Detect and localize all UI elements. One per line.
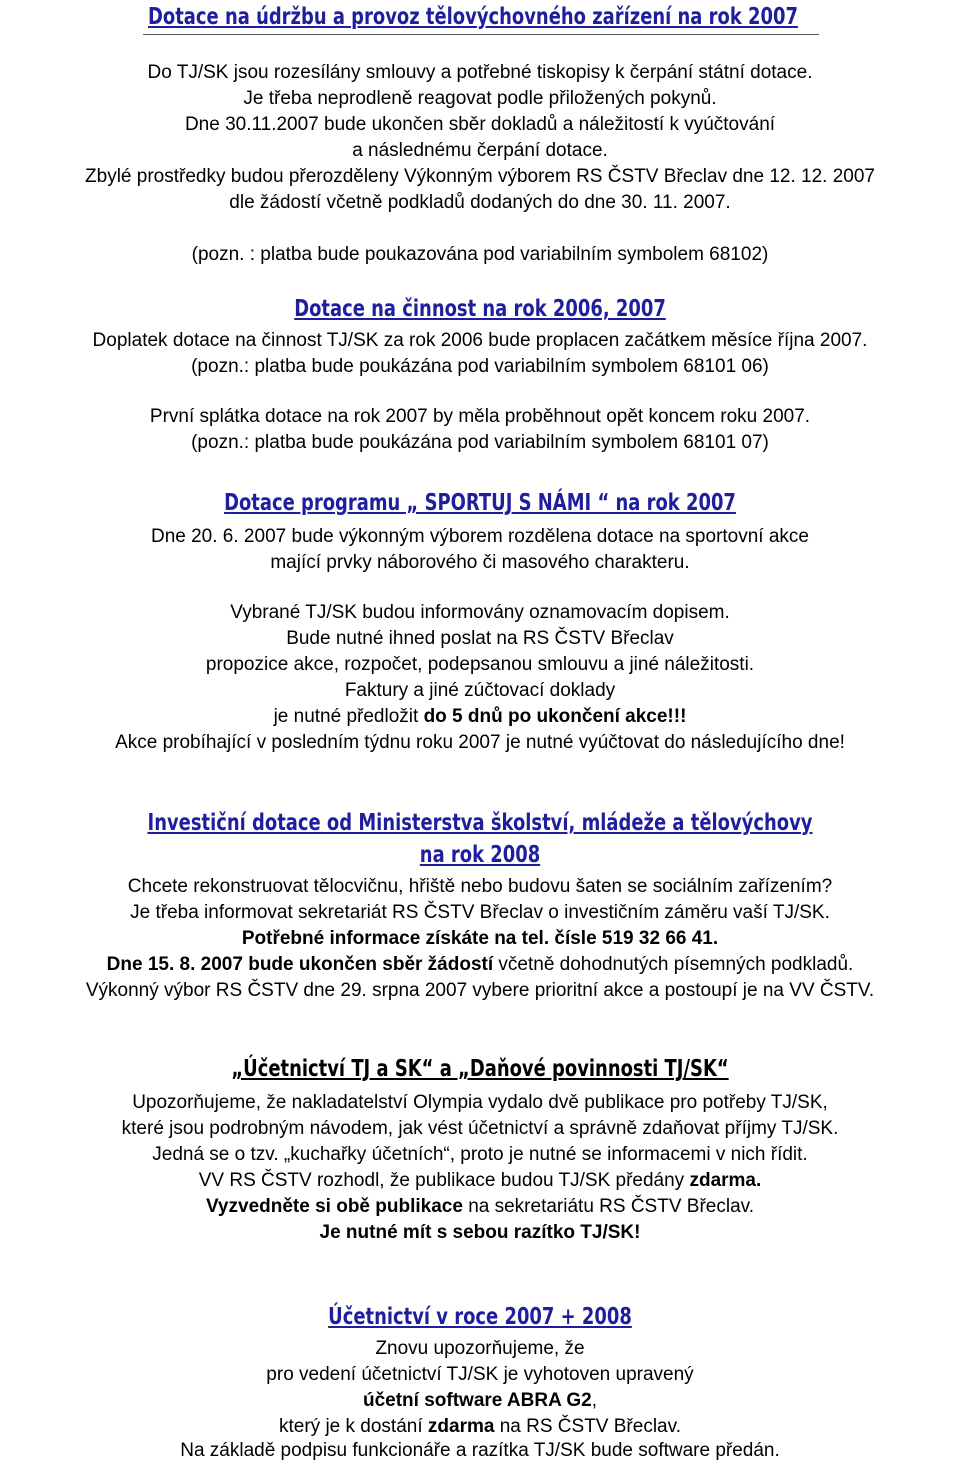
section-1-line: Zbylé prostředky budou přerozděleny Výkonným výborem RS ČSTV Břeclav dne 12. 12. 2007 bbox=[85, 166, 875, 187]
section-3-line: mající prvky náborového či masového charakteru. bbox=[270, 552, 690, 573]
section-1-line: a následnému čerpání dotace. bbox=[352, 140, 608, 161]
deadline-emphasis: do 5 dnů po ukončení akce!!! bbox=[423, 706, 687, 727]
line-emphasis: zdarma. bbox=[689, 1170, 762, 1191]
section-3-line: Akce probíhající v posledním týdnu roku 2007 je nutné vyúčtovat do následujícího dne! bbox=[115, 732, 845, 753]
deadline-emphasis: Dne 15. 8. 2007 bude ukončen sběr žádostí bbox=[106, 954, 494, 975]
line-emphasis: Vyzvedněte si obě publikace bbox=[205, 1196, 463, 1217]
section-4-title: Investiční dotace od Ministerstva školství, mládeže a tělovýchovy bbox=[147, 810, 813, 836]
section-3-line: Bude nutné ihned poslat na RS ČSTV Břeclav bbox=[286, 628, 674, 649]
section-5-line bbox=[0, 1194, 960, 1220]
deadline-text: je nutné předložit bbox=[273, 706, 424, 727]
section-6-title: Účetnictví v roce 2007 + 2008 bbox=[328, 1304, 632, 1330]
section-2-line: Doplatek dotace na činnost TJ/SK za rok 2006 bude proplacen začátkem měsíce října 2007. bbox=[92, 330, 868, 351]
section-2-note bbox=[0, 430, 960, 456]
section-3-line: Faktury a jiné zúčtovací doklady bbox=[344, 680, 616, 701]
section-5-line: které jsou podrobným návodem, jak vést účetnictví a správně zdaňovat příjmy TJ/SK. bbox=[121, 1118, 839, 1139]
section-4-line: Je třeba informovat sekretariát RS ČSTV Břeclav o investičním záměru vaší TJ/SK. bbox=[130, 902, 830, 923]
section-3-title: Dotace programu „ SPORTUJ S NÁMI “ na rok 2007 bbox=[224, 490, 736, 516]
section-4-title-year: na rok 2008 bbox=[419, 842, 541, 868]
section-6-line: Znovu upozorňujeme, že bbox=[375, 1338, 585, 1359]
note-prefix: (pozn. bbox=[191, 432, 244, 453]
section-6-line bbox=[0, 1388, 960, 1414]
note-text: : platba bude poukázána pod variabilním symbolem 68101 06) bbox=[243, 356, 769, 377]
section-4-phone: Potřebné informace získáte na tel. čísle 519 32 66 41. bbox=[241, 928, 719, 949]
section-1-line: dle žádostí včetně podkladů dodaných do dne 30. 11. 2007. bbox=[229, 192, 731, 213]
section-3-line: propozice akce, rozpočet, podepsanou smlouvu a jiné náležitosti. bbox=[205, 654, 755, 675]
section-4-line: Chcete rekonstruovat tělocvičnu, hřiště nebo budovu šaten se sociálním zařízením? bbox=[127, 876, 833, 897]
section-6-line: pro vedení účetnictví TJ/SK je vyhotoven upravený bbox=[266, 1364, 694, 1385]
section-1-line: Do TJ/SK jsou rozesílány smlouvy a potřebné tiskopisy k čerpání státní dotace. bbox=[147, 62, 813, 83]
line-text: , bbox=[591, 1390, 598, 1411]
section-1-title: Dotace na údržbu a provoz tělovýchovného zařízení na rok 2007 bbox=[148, 4, 798, 30]
line-emphasis: účetní software ABRA G2 bbox=[362, 1390, 592, 1411]
section-5-line: Upozorňujeme, že nakladatelství Olympia vydalo dvě publikace pro potřeby TJ/SK, bbox=[132, 1092, 828, 1113]
section-5-line bbox=[0, 1168, 960, 1194]
section-3-deadline bbox=[0, 704, 960, 730]
section-3-line: Dne 20. 6. 2007 bude výkonným výborem rozdělena dotace na sportovní akce bbox=[150, 526, 809, 547]
line-text: na RS ČSTV Břeclav. bbox=[494, 1416, 681, 1437]
section-5-title: „Účetnictví TJ a SK“ a „Daňové povinnosti TJ/SK“ bbox=[231, 1056, 729, 1082]
line-text: který je k dostání bbox=[279, 1416, 428, 1437]
section-5-stamp-note: Je nutné mít s sebou razítko TJ/SK! bbox=[319, 1222, 641, 1243]
note-prefix: (pozn. bbox=[191, 356, 244, 377]
section-4-deadline bbox=[0, 952, 960, 978]
section-2-line: První splátka dotace na rok 2007 by měla proběhnout opět koncem roku 2007. bbox=[149, 406, 811, 427]
section-1-line: Je třeba neprodleně reagovat podle přiložených pokynů. bbox=[243, 88, 717, 109]
section-2-title: Dotace na činnost na rok 2006, 2007 bbox=[294, 296, 666, 322]
section-3-line: Vybrané TJ/SK budou informovány oznamovacím dopisem. bbox=[230, 602, 730, 623]
section-4-line: Výkonný výbor RS ČSTV dne 29. srpna 2007 vybere prioritní akce a postoupí je na VV ČSTV. bbox=[85, 980, 875, 1001]
section-5-line: Jedná se o tzv. „kuchařky účetních“, proto je nutné se informacemi v nich řídit. bbox=[152, 1144, 808, 1165]
deadline-text: včetně dohodnutých písemných podkladů. bbox=[493, 954, 854, 975]
section-1-note bbox=[0, 242, 960, 268]
note-prefix: (pozn. bbox=[191, 244, 245, 265]
note-text: : platba bude poukázána pod variabilním symbolem 68101 07) bbox=[243, 432, 769, 453]
note-text: : platba bude poukazována pod variabilním symbolem 68102) bbox=[244, 244, 769, 265]
line-text: na sekretariátu RS ČSTV Břeclav. bbox=[462, 1196, 755, 1217]
section-6-line bbox=[0, 1414, 960, 1440]
line-emphasis: zdarma bbox=[427, 1416, 495, 1437]
title-rule bbox=[143, 34, 819, 35]
section-6-line: Na základě podpisu funkcionáře a razítka TJ/SK bude software předán. bbox=[180, 1440, 780, 1461]
section-1-line: Dne 30.11.2007 bude ukončen sběr dokladů a náležitostí k vyúčtování bbox=[184, 114, 776, 135]
section-2-note bbox=[0, 354, 960, 380]
line-text: VV RS ČSTV rozhodl, že publikace budou TJ/SK předány bbox=[198, 1170, 690, 1191]
